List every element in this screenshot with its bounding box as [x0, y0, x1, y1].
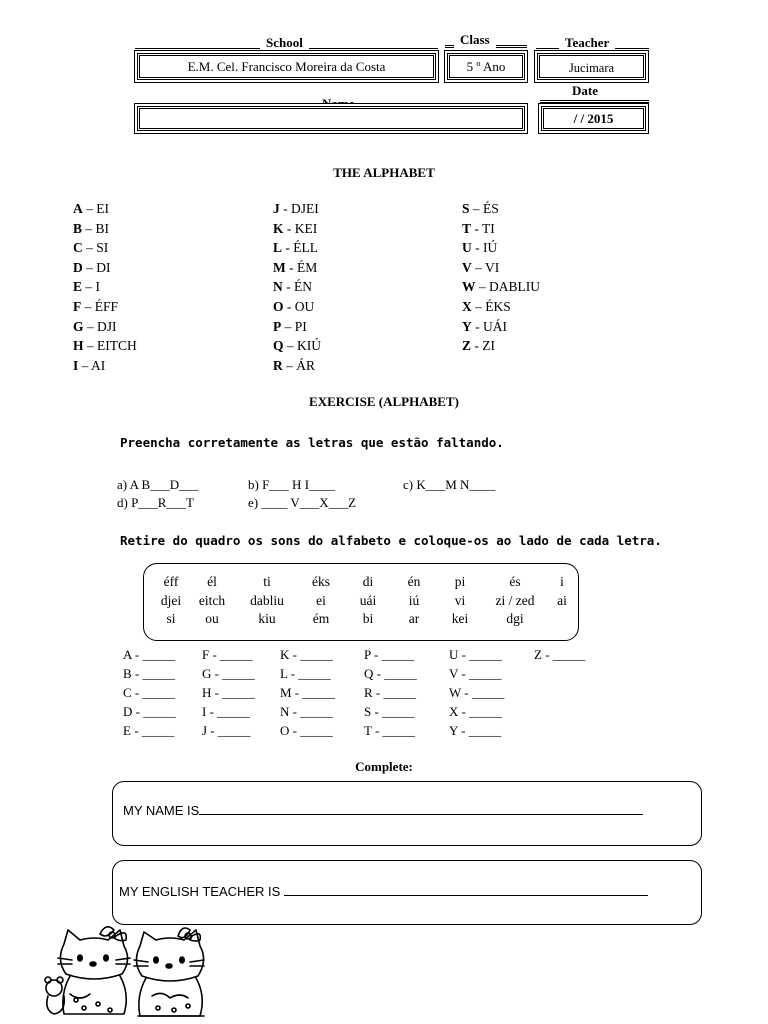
- alphabet-separator: -: [282, 240, 294, 256]
- alphabet-separator: –: [282, 357, 297, 373]
- sound-word: ar: [408, 611, 420, 626]
- name-value: [139, 108, 523, 129]
- fill-blank[interactable]: W - _____: [449, 685, 505, 700]
- teacher-value-line2: [576, 76, 607, 78]
- date-label: Date: [572, 83, 598, 98]
- alphabet-letter: J: [273, 201, 280, 216]
- fill-blank[interactable]: I - _____: [202, 704, 250, 719]
- instruction-sounds: Retire do quadro os sons do alfabeto e coloque-os ao lado de cada letra.: [120, 533, 662, 548]
- alphabet-entry: [73, 317, 137, 337]
- alphabet-entry: [273, 336, 321, 356]
- alphabet-letter: S: [462, 201, 470, 216]
- name-field[interactable]: [134, 103, 528, 134]
- alphabet-sound: DJI: [97, 318, 117, 334]
- fill-blank[interactable]: D - _____: [123, 704, 176, 719]
- fill-column: [202, 645, 255, 740]
- alphabet-letter: G: [73, 318, 84, 334]
- alphabet-entry: [273, 297, 321, 317]
- my-teacher-label: MY ENGLISH TEACHER IS: [119, 884, 281, 899]
- sound-word: dabliu: [250, 593, 284, 608]
- alphabet-entry: [73, 199, 137, 219]
- alphabet-separator: -: [471, 318, 483, 334]
- my-name-label: MY NAME IS: [123, 803, 200, 818]
- alphabet-separator: –: [82, 220, 96, 236]
- alphabet-letter: D: [73, 259, 83, 275]
- alphabet-entry: [462, 336, 540, 356]
- exercise-title: EXERCISE (ALPHABET): [309, 394, 459, 409]
- alphabet-letter: K: [273, 220, 284, 236]
- alphabet-entry: [73, 336, 137, 356]
- alphabet-separator: –: [81, 298, 95, 314]
- fill-blank[interactable]: N - _____: [280, 704, 333, 719]
- class-field[interactable]: [444, 50, 528, 83]
- alphabet-sound: ZI: [482, 338, 496, 354]
- alphabet-entry: [73, 277, 137, 297]
- alphabet-sound: ÉFF: [94, 298, 119, 314]
- exercise-row-2: [117, 495, 637, 513]
- date-value: / / 2015: [543, 108, 644, 129]
- sound-word: vi: [454, 593, 466, 608]
- alphabet-sound: KIÚ: [297, 338, 322, 354]
- alphabet-sound: KEI: [294, 220, 318, 236]
- alphabet-sound: ÉM: [297, 259, 318, 275]
- alphabet-separator: -: [471, 220, 483, 236]
- fill-column: [280, 645, 335, 740]
- alphabet-entry: [73, 258, 137, 278]
- exercise-e[interactable]: e) ____ V___X___Z: [248, 495, 357, 510]
- sound-word: ém: [312, 611, 330, 626]
- fill-blank[interactable]: K - _____: [280, 647, 333, 662]
- sound-word: i: [560, 574, 564, 589]
- alphabet-letter: R: [273, 357, 283, 373]
- alphabet-sound: I: [95, 279, 101, 295]
- alphabet-sound: AI: [91, 357, 106, 373]
- fill-blank[interactable]: H - _____: [202, 685, 255, 700]
- my-name-line[interactable]: [123, 803, 643, 818]
- alphabet-letter: A: [73, 201, 83, 216]
- alphabet-separator: –: [82, 279, 96, 295]
- fill-blank[interactable]: T - _____: [364, 723, 416, 738]
- alphabet-sound: BI: [95, 220, 110, 236]
- sound-word: dgi: [506, 611, 524, 626]
- sound-word: si: [166, 611, 176, 626]
- alphabet-entry: [73, 238, 137, 258]
- alphabet-sound: SI: [96, 240, 109, 256]
- fill-column: [123, 645, 176, 740]
- my-name-box: [112, 781, 702, 846]
- alphabet-separator: -: [283, 298, 295, 314]
- sound-word: zi / zed: [495, 593, 535, 608]
- fill-blank[interactable]: Q - _____: [364, 666, 417, 681]
- fill-blank[interactable]: S - _____: [364, 704, 415, 719]
- alphabet-sound: ÁR: [296, 357, 316, 373]
- exercise-d[interactable]: d) P___R___T: [117, 495, 194, 510]
- sound-word: iú: [408, 593, 420, 608]
- alphabet-separator: –: [78, 357, 92, 373]
- alphabet-entry: [273, 238, 321, 258]
- alphabet-column-3: [462, 199, 540, 356]
- my-teacher-box: [112, 860, 702, 925]
- alphabet-entry: [462, 238, 540, 258]
- alphabet-letter: M: [273, 259, 286, 275]
- sound-word: bi: [362, 611, 374, 626]
- my-teacher-blank[interactable]: [284, 895, 648, 896]
- alphabet-sound: DI: [96, 259, 111, 275]
- alphabet-sound: ÉKS: [485, 298, 511, 314]
- fill-blank[interactable]: L - _____: [280, 666, 331, 681]
- alphabet-entry: [462, 297, 540, 317]
- alphabet-entry: [462, 219, 540, 239]
- alphabet-entry: [73, 356, 137, 376]
- alphabet-sound: ÉS: [483, 201, 499, 216]
- alphabet-separator: –: [471, 259, 486, 275]
- fill-column: [449, 645, 504, 740]
- alphabet-sound: UÁI: [483, 318, 507, 334]
- fill-blank[interactable]: Y - _____: [449, 723, 502, 738]
- fill-blank[interactable]: M - _____: [280, 685, 335, 700]
- fill-column: [534, 645, 585, 664]
- sound-word: kiu: [258, 611, 276, 626]
- alphabet-letter: I: [73, 357, 79, 373]
- sound-word: djei: [160, 593, 182, 608]
- sound-word: uái: [359, 593, 377, 608]
- alphabet-title: THE ALPHABET: [333, 165, 435, 180]
- alphabet-entry: [462, 199, 540, 219]
- alphabet-sound: ÉN: [294, 279, 312, 295]
- alphabet-entry: [273, 356, 321, 376]
- sound-word: él: [207, 574, 217, 589]
- class-label: Class: [454, 32, 496, 48]
- sound-word: ti: [263, 574, 271, 589]
- alphabet-letter: P: [273, 318, 282, 334]
- alphabet-separator: -: [471, 338, 483, 354]
- fill-blank[interactable]: E - _____: [123, 723, 175, 738]
- alphabet-sound: PI: [294, 318, 307, 334]
- alphabet-sound: OU: [294, 298, 315, 314]
- sound-word: éks: [312, 574, 330, 589]
- school-label: School: [260, 35, 309, 51]
- sound-word: éff: [163, 574, 179, 589]
- alphabet-entry: [273, 277, 321, 297]
- alphabet-sound: VI: [485, 259, 500, 275]
- alphabet-separator: –: [83, 318, 98, 334]
- alphabet-separator: –: [82, 259, 97, 275]
- sound-word: ou: [205, 611, 219, 626]
- fill-blank[interactable]: O - _____: [280, 723, 333, 738]
- alphabet-entry: [462, 258, 540, 278]
- alphabet-letter: C: [73, 240, 83, 256]
- alphabet-letter: T: [462, 220, 472, 236]
- class-value: 5 º Ano: [449, 55, 523, 78]
- alphabet-letter: Z: [462, 338, 472, 354]
- fill-column: [364, 645, 417, 740]
- alphabet-separator: -: [279, 201, 291, 216]
- teacher-label: Teacher: [559, 35, 615, 51]
- sound-word: ai: [557, 593, 567, 608]
- sound-word: eitch: [198, 593, 226, 608]
- alphabet-sound: EITCH: [97, 338, 137, 354]
- alphabet-separator: -: [283, 220, 295, 236]
- alphabet-letter: Y: [462, 318, 472, 334]
- alphabet-entry: [273, 199, 321, 219]
- fill-blank[interactable]: Z - _____: [534, 647, 586, 662]
- fill-blank[interactable]: A - _____: [123, 647, 175, 662]
- sound-word: pi: [454, 574, 466, 589]
- alphabet-letter: E: [73, 279, 83, 295]
- alphabet-entry: [73, 297, 137, 317]
- alphabet-entry: [462, 317, 540, 337]
- alphabet-separator: –: [281, 318, 295, 334]
- alphabet-letter: Q: [273, 338, 284, 354]
- alphabet-separator: –: [471, 298, 486, 314]
- alphabet-sound: TI: [482, 220, 495, 236]
- exercise-row-1: [117, 477, 637, 495]
- fill-blank[interactable]: G - _____: [202, 666, 255, 681]
- fill-blank[interactable]: X - _____: [449, 704, 502, 719]
- fill-blank[interactable]: R - _____: [364, 685, 416, 700]
- alphabet-entry: [273, 258, 321, 278]
- alphabet-separator: -: [282, 279, 294, 295]
- alphabet-letter: N: [273, 279, 283, 295]
- alphabet-entry: [273, 219, 321, 239]
- alphabet-separator: –: [82, 240, 97, 256]
- alphabet-letter: H: [73, 338, 84, 354]
- fill-blank[interactable]: B - _____: [123, 666, 175, 681]
- alphabet-column-2: [273, 199, 321, 375]
- alphabet-sound: IÚ: [483, 240, 498, 256]
- date-field[interactable]: [538, 103, 649, 134]
- sound-word: ei: [316, 593, 326, 608]
- alphabet-separator: –: [283, 338, 298, 354]
- instruction-fill-letters: Preencha corretamente as letras que estão faltando.: [120, 435, 504, 450]
- teacher-value: [539, 55, 644, 78]
- alphabet-separator: -: [471, 240, 483, 256]
- exercise-a[interactable]: a) A B___D___: [117, 477, 199, 492]
- sound-word: kei: [451, 611, 469, 626]
- exercise-c[interactable]: c) K___M N____: [403, 477, 496, 492]
- hello-kitty-illustration: [40, 924, 220, 1024]
- alphabet-separator: –: [82, 201, 97, 216]
- sound-word: és: [509, 574, 521, 589]
- alphabet-letter: U: [462, 240, 472, 256]
- alphabet-separator: –: [469, 201, 484, 216]
- alphabet-column-1: [73, 199, 137, 375]
- alphabet-separator: –: [475, 279, 489, 295]
- school-value: E.M. Cel. Francisco Moreira da Costa: [139, 55, 434, 78]
- alphabet-separator: -: [285, 259, 297, 275]
- alphabet-separator: –: [83, 338, 98, 354]
- fill-blank[interactable]: J - _____: [202, 723, 251, 738]
- my-name-blank[interactable]: [199, 814, 643, 815]
- school-field[interactable]: [134, 50, 439, 83]
- alphabet-letter: O: [273, 298, 284, 314]
- alphabet-letter: F: [73, 298, 82, 314]
- alphabet-entry: [273, 317, 321, 337]
- alphabet-letter: W: [462, 279, 476, 295]
- alphabet-letter: L: [273, 240, 283, 256]
- alphabet-entry: [73, 219, 137, 239]
- fill-blank[interactable]: V - _____: [449, 666, 502, 681]
- alphabet-sound: DJEI: [291, 201, 319, 216]
- alphabet-sound: DABLIU: [489, 279, 540, 295]
- teacher-value-line1: Jucimara: [568, 61, 615, 75]
- alphabet-letter: B: [73, 220, 83, 236]
- alphabet-sound: ÉLL: [293, 240, 319, 256]
- alphabet-letter: X: [462, 298, 472, 314]
- exercise-b[interactable]: b) F___ H I____: [248, 477, 336, 492]
- fill-blank[interactable]: F - _____: [202, 647, 253, 662]
- fill-blank[interactable]: C - _____: [123, 685, 175, 700]
- alphabet-entry: [462, 277, 540, 297]
- fill-blank[interactable]: U - _____: [449, 647, 502, 662]
- teacher-field[interactable]: [534, 50, 649, 83]
- fill-blank[interactable]: P - _____: [364, 647, 415, 662]
- alphabet-letter: V: [462, 259, 472, 275]
- alphabet-sound: EI: [96, 201, 109, 216]
- sound-word: én: [407, 574, 421, 589]
- my-teacher-line[interactable]: [119, 884, 648, 899]
- sound-word: di: [362, 574, 374, 589]
- complete-title: Complete:: [355, 759, 413, 774]
